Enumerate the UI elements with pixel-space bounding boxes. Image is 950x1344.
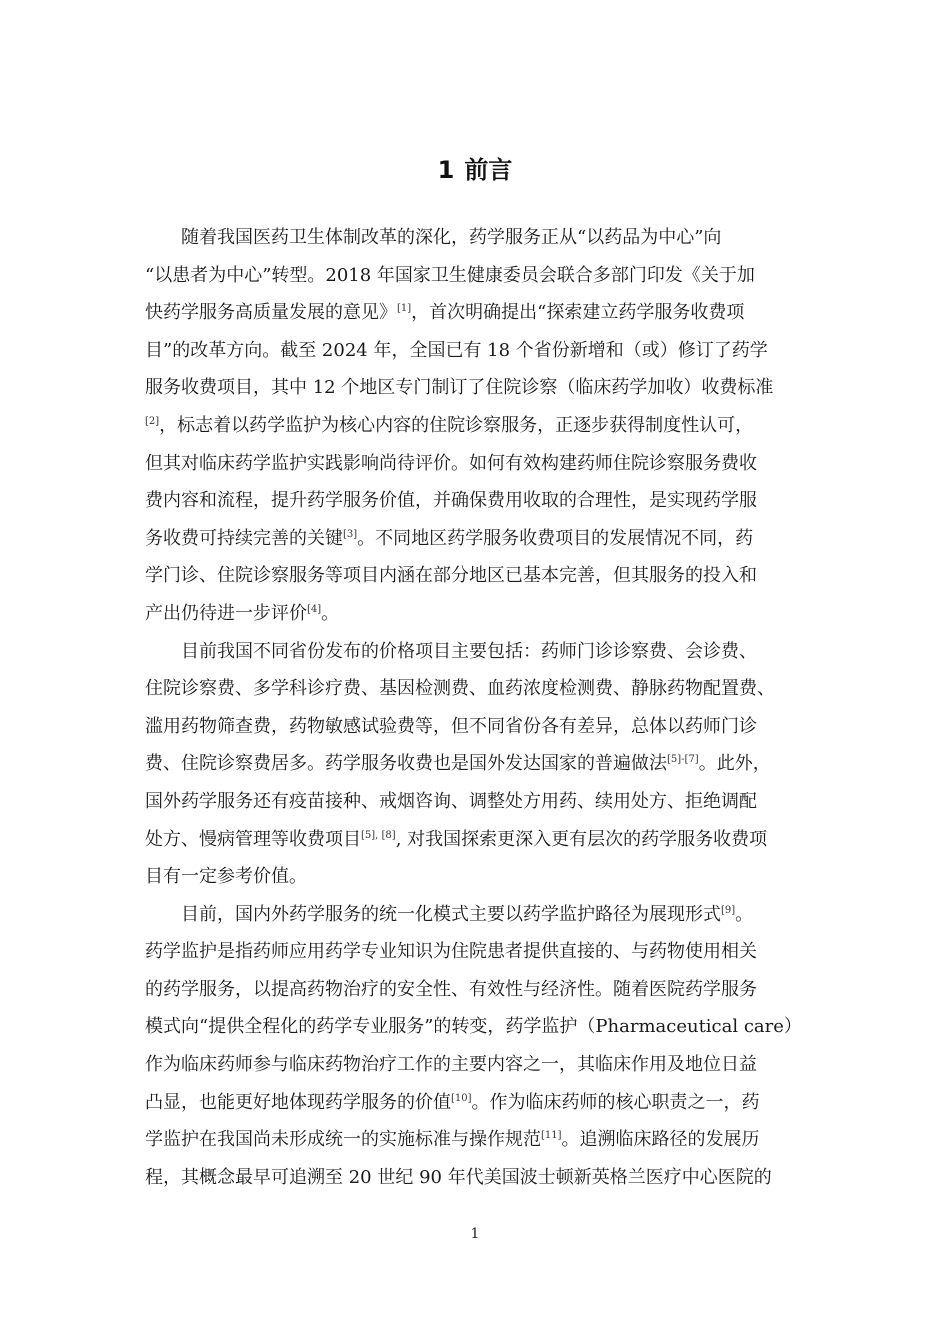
text-segment: 的药学服务，以提高药物治疗的安全性、有效性与经济性。随着医院药学服务 xyxy=(145,978,757,1000)
text-segment: 。 xyxy=(735,903,754,925)
text-segment: 处方、慢病管理等收费项目 xyxy=(145,828,361,850)
text-line xyxy=(145,332,813,370)
section-number: 1 xyxy=(437,156,455,184)
text-segment: 随着我国医药卫生体制改革的深化，药学服务正从“以药品为中心”向 xyxy=(181,227,722,248)
text-line xyxy=(145,745,813,783)
text-segment: 。作为临床药师的核心职责之一，药 xyxy=(471,1091,760,1113)
text-segment: 。此外， xyxy=(698,753,771,775)
text-line xyxy=(145,520,813,558)
text-segment: 目前我国不同省份发布的价格项目主要包括：药师门诊诊察费、会诊费、 xyxy=(181,640,757,662)
text-segment: 但其对临床药学监护实践影响尚待评价。如何有效构建药师住院诊察服务费收 xyxy=(145,452,757,474)
text-segment: 目有一定参考价值。 xyxy=(145,866,307,888)
text-line xyxy=(145,1046,813,1084)
text-line xyxy=(145,407,813,445)
text-line xyxy=(145,445,813,483)
citation-reference: [11] xyxy=(541,1130,562,1142)
text-segment: 务收费可持续完善的关键 xyxy=(145,527,343,549)
text-line xyxy=(145,1008,813,1046)
text-segment: 程，其概念最早可追溯至 20 世纪 90 年代美国波士顿新英格兰医疗中心医院的 xyxy=(145,1166,772,1188)
text-line xyxy=(145,670,813,708)
text-line xyxy=(145,1121,813,1159)
text-line xyxy=(145,257,813,295)
text-segment: 凸显，也能更好地体现药学服务的价值 xyxy=(145,1091,451,1113)
text-line xyxy=(145,219,813,257)
citation-reference: [1] xyxy=(397,303,412,315)
text-segment: 费内容和流程，提升药学服务价值，并确保费用收取的合理性，是实现药学服 xyxy=(145,490,757,512)
text-segment: ，标志着以药学监护为核心内容的住院诊察服务，正逐步获得制度性认可， xyxy=(159,414,754,436)
text-segment: 学监护在我国尚未形成统一的实施标准与操作规范 xyxy=(145,1129,541,1151)
text-segment: 药学监护是指药师应用药学专业知识为住院患者提供直接的、与药物使用相关 xyxy=(145,941,757,963)
text-segment: 费、住院诊察费居多。药学服务收费也是国外发达国家的普遍做法 xyxy=(145,753,667,775)
text-segment: 学门诊、住院诊察服务等项目内涵在部分地区已基本完善，但其服务的投入和 xyxy=(145,565,757,587)
text-segment: 模式向“提供全程化的药学专业服务”的转变，药学监护（Pharmaceutical care） xyxy=(145,1016,802,1038)
citation-reference: [3] xyxy=(343,528,358,540)
citation-reference: [5], [8] xyxy=(361,829,396,841)
text-line xyxy=(145,369,813,407)
text-segment: 快药学服务高质量发展的意见》 xyxy=(145,302,397,324)
text-line xyxy=(145,708,813,746)
citation-reference: [5]-[7] xyxy=(667,754,699,766)
text-line xyxy=(145,482,813,520)
text-segment: 作为临床药师参与临床药物治疗工作的主要内容之一，其临床作用及地位日益 xyxy=(145,1054,757,1076)
citation-reference: [2] xyxy=(145,415,160,427)
text-segment: 滥用药物筛查费，药物敏感试验费等，但不同省份各有差异，总体以药师门诊 xyxy=(145,715,757,737)
text-line xyxy=(145,933,813,971)
text-segment: 。追溯临床路径的发展历 xyxy=(561,1129,760,1151)
body-text xyxy=(145,219,813,1196)
text-line xyxy=(145,595,813,633)
text-segment: “以患者为中心”转型。2018 年国家卫生健康委员会联合多部门印发《关于加 xyxy=(145,264,755,286)
section-title: 前言 xyxy=(464,156,513,184)
text-line xyxy=(145,1084,813,1122)
text-segment: 住院诊察费、多学科诊疗费、基因检测费、血药浓度检测费、静脉药物配置费、 xyxy=(145,678,775,700)
section-heading xyxy=(0,150,950,190)
text-line xyxy=(145,858,813,896)
text-line xyxy=(145,783,813,821)
text-line xyxy=(145,821,813,859)
text-segment: ，首次明确提出“探索建立药学服务收费项 xyxy=(411,302,745,324)
text-segment: 。 xyxy=(321,602,340,624)
text-segment: 目”的改革方向。截至 2024 年，全国已有 18 个省份新增和（或）修订了药学 xyxy=(145,339,768,361)
text-line xyxy=(145,633,813,671)
citation-reference: [4] xyxy=(307,603,322,615)
text-line xyxy=(145,557,813,595)
text-segment: 服务收费项目，其中 12 个地区专门制订了住院诊察（临床药学加收）收费标准 xyxy=(145,377,774,399)
text-segment: 国外药学服务还有疫苗接种、戒烟咨询、调整处方用药、续用处方、拒绝调配 xyxy=(145,790,757,812)
text-line xyxy=(145,896,813,934)
page-number: 1 xyxy=(470,1226,480,1242)
text-line xyxy=(145,1159,813,1197)
text-line xyxy=(145,294,813,332)
citation-reference: [10] xyxy=(451,1092,472,1104)
text-line xyxy=(145,971,813,1009)
text-segment: , 对我国探索更深入更有层次的药学服务收费项 xyxy=(395,828,768,850)
text-segment: 。不同地区药学服务收费项目的发展情况不同，药 xyxy=(357,527,754,549)
text-segment: 产出仍待进一步评价 xyxy=(145,602,307,624)
text-segment: 目前，国内外药学服务的统一化模式主要以药学监护路径为展现形式 xyxy=(181,903,721,925)
citation-reference: [9] xyxy=(721,904,736,916)
